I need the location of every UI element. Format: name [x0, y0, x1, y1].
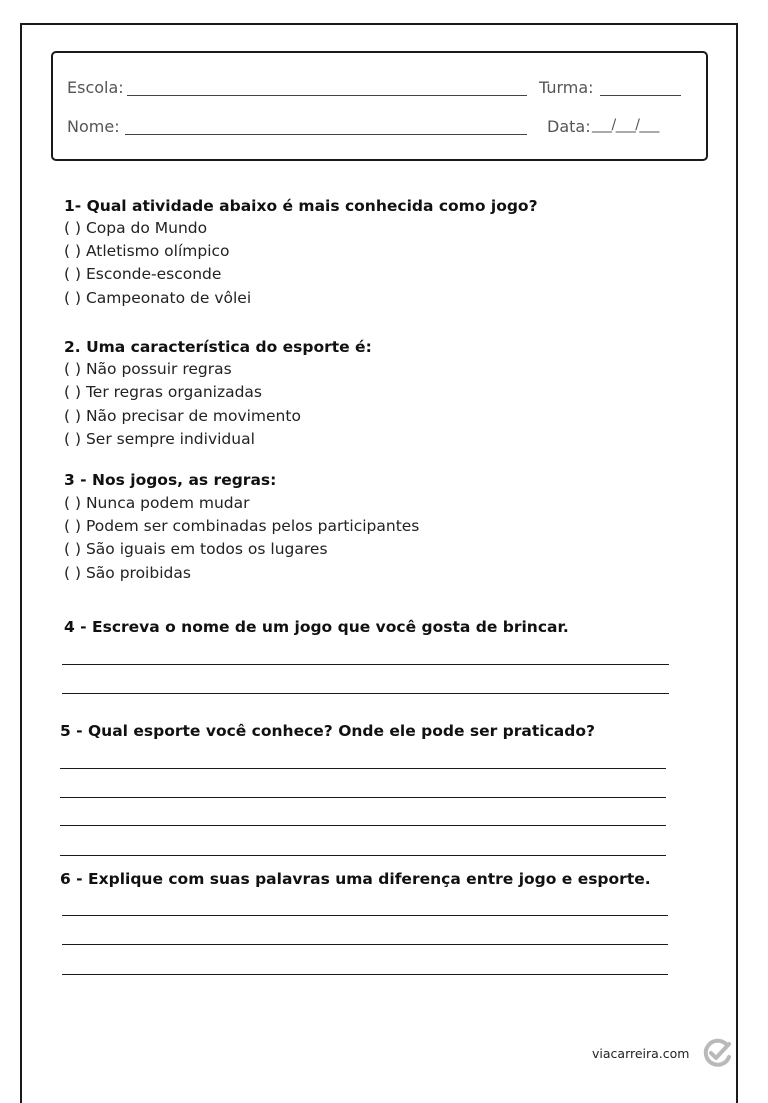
question-1-option[interactable]: ( ) Copa do Mundo: [64, 219, 208, 237]
worksheet-page: [20, 23, 738, 1103]
question-2-option[interactable]: ( ) Ser sempre individual: [64, 430, 255, 448]
answer-line[interactable]: [62, 974, 668, 975]
question-3-title: 3 - Nos jogos, as regras:: [64, 471, 277, 489]
school-label: Escola:: [67, 78, 124, 97]
question-3-option[interactable]: ( ) São proibidas: [64, 564, 191, 582]
question-1-option[interactable]: ( ) Esconde-esconde: [64, 265, 222, 283]
answer-line[interactable]: [62, 693, 669, 694]
question-2-option[interactable]: ( ) Ter regras organizadas: [64, 383, 262, 401]
date-label: Data:: [547, 117, 591, 136]
question-3-option[interactable]: ( ) Nunca podem mudar: [64, 494, 250, 512]
brand-name: viacarreira.com: [592, 1046, 690, 1061]
question-1-option[interactable]: ( ) Atletismo olímpico: [64, 242, 230, 260]
question-1-title: 1- Qual atividade abaixo é mais conhecida como jogo?: [64, 197, 538, 215]
answer-line[interactable]: [60, 825, 666, 826]
answer-line[interactable]: [62, 944, 668, 945]
question-2-option[interactable]: ( ) Não precisar de movimento: [64, 407, 301, 425]
question-3-option[interactable]: ( ) Podem ser combinadas pelos participantes: [64, 517, 420, 535]
header-box: [51, 51, 708, 161]
question-6-title: 6 - Explique com suas palavras uma diferença entre jogo e esporte.: [60, 870, 651, 888]
school-field[interactable]: [127, 95, 527, 96]
question-4-title: 4 - Escreva o nome de um jogo que você gosta de brincar.: [64, 618, 569, 636]
class-field[interactable]: [600, 95, 681, 96]
answer-line[interactable]: [60, 797, 666, 798]
class-label: Turma:: [539, 78, 594, 97]
answer-line[interactable]: [60, 855, 666, 856]
question-2-option[interactable]: ( ) Não possuir regras: [64, 360, 232, 378]
answer-line[interactable]: [60, 768, 666, 769]
check-circle-logo-icon: [700, 1036, 734, 1070]
name-label: Nome:: [67, 117, 120, 136]
question-2-title: 2. Uma característica do esporte é:: [64, 338, 372, 356]
question-1-option[interactable]: ( ) Campeonato de vôlei: [64, 289, 252, 307]
date-field[interactable]: ___/___/___: [592, 117, 659, 133]
answer-line[interactable]: [62, 664, 669, 665]
answer-line[interactable]: [62, 915, 668, 916]
question-5-title: 5 - Qual esporte você conhece? Onde ele pode ser praticado?: [60, 722, 595, 740]
question-3-option[interactable]: ( ) São iguais em todos os lugares: [64, 540, 328, 558]
name-field[interactable]: [125, 134, 527, 135]
